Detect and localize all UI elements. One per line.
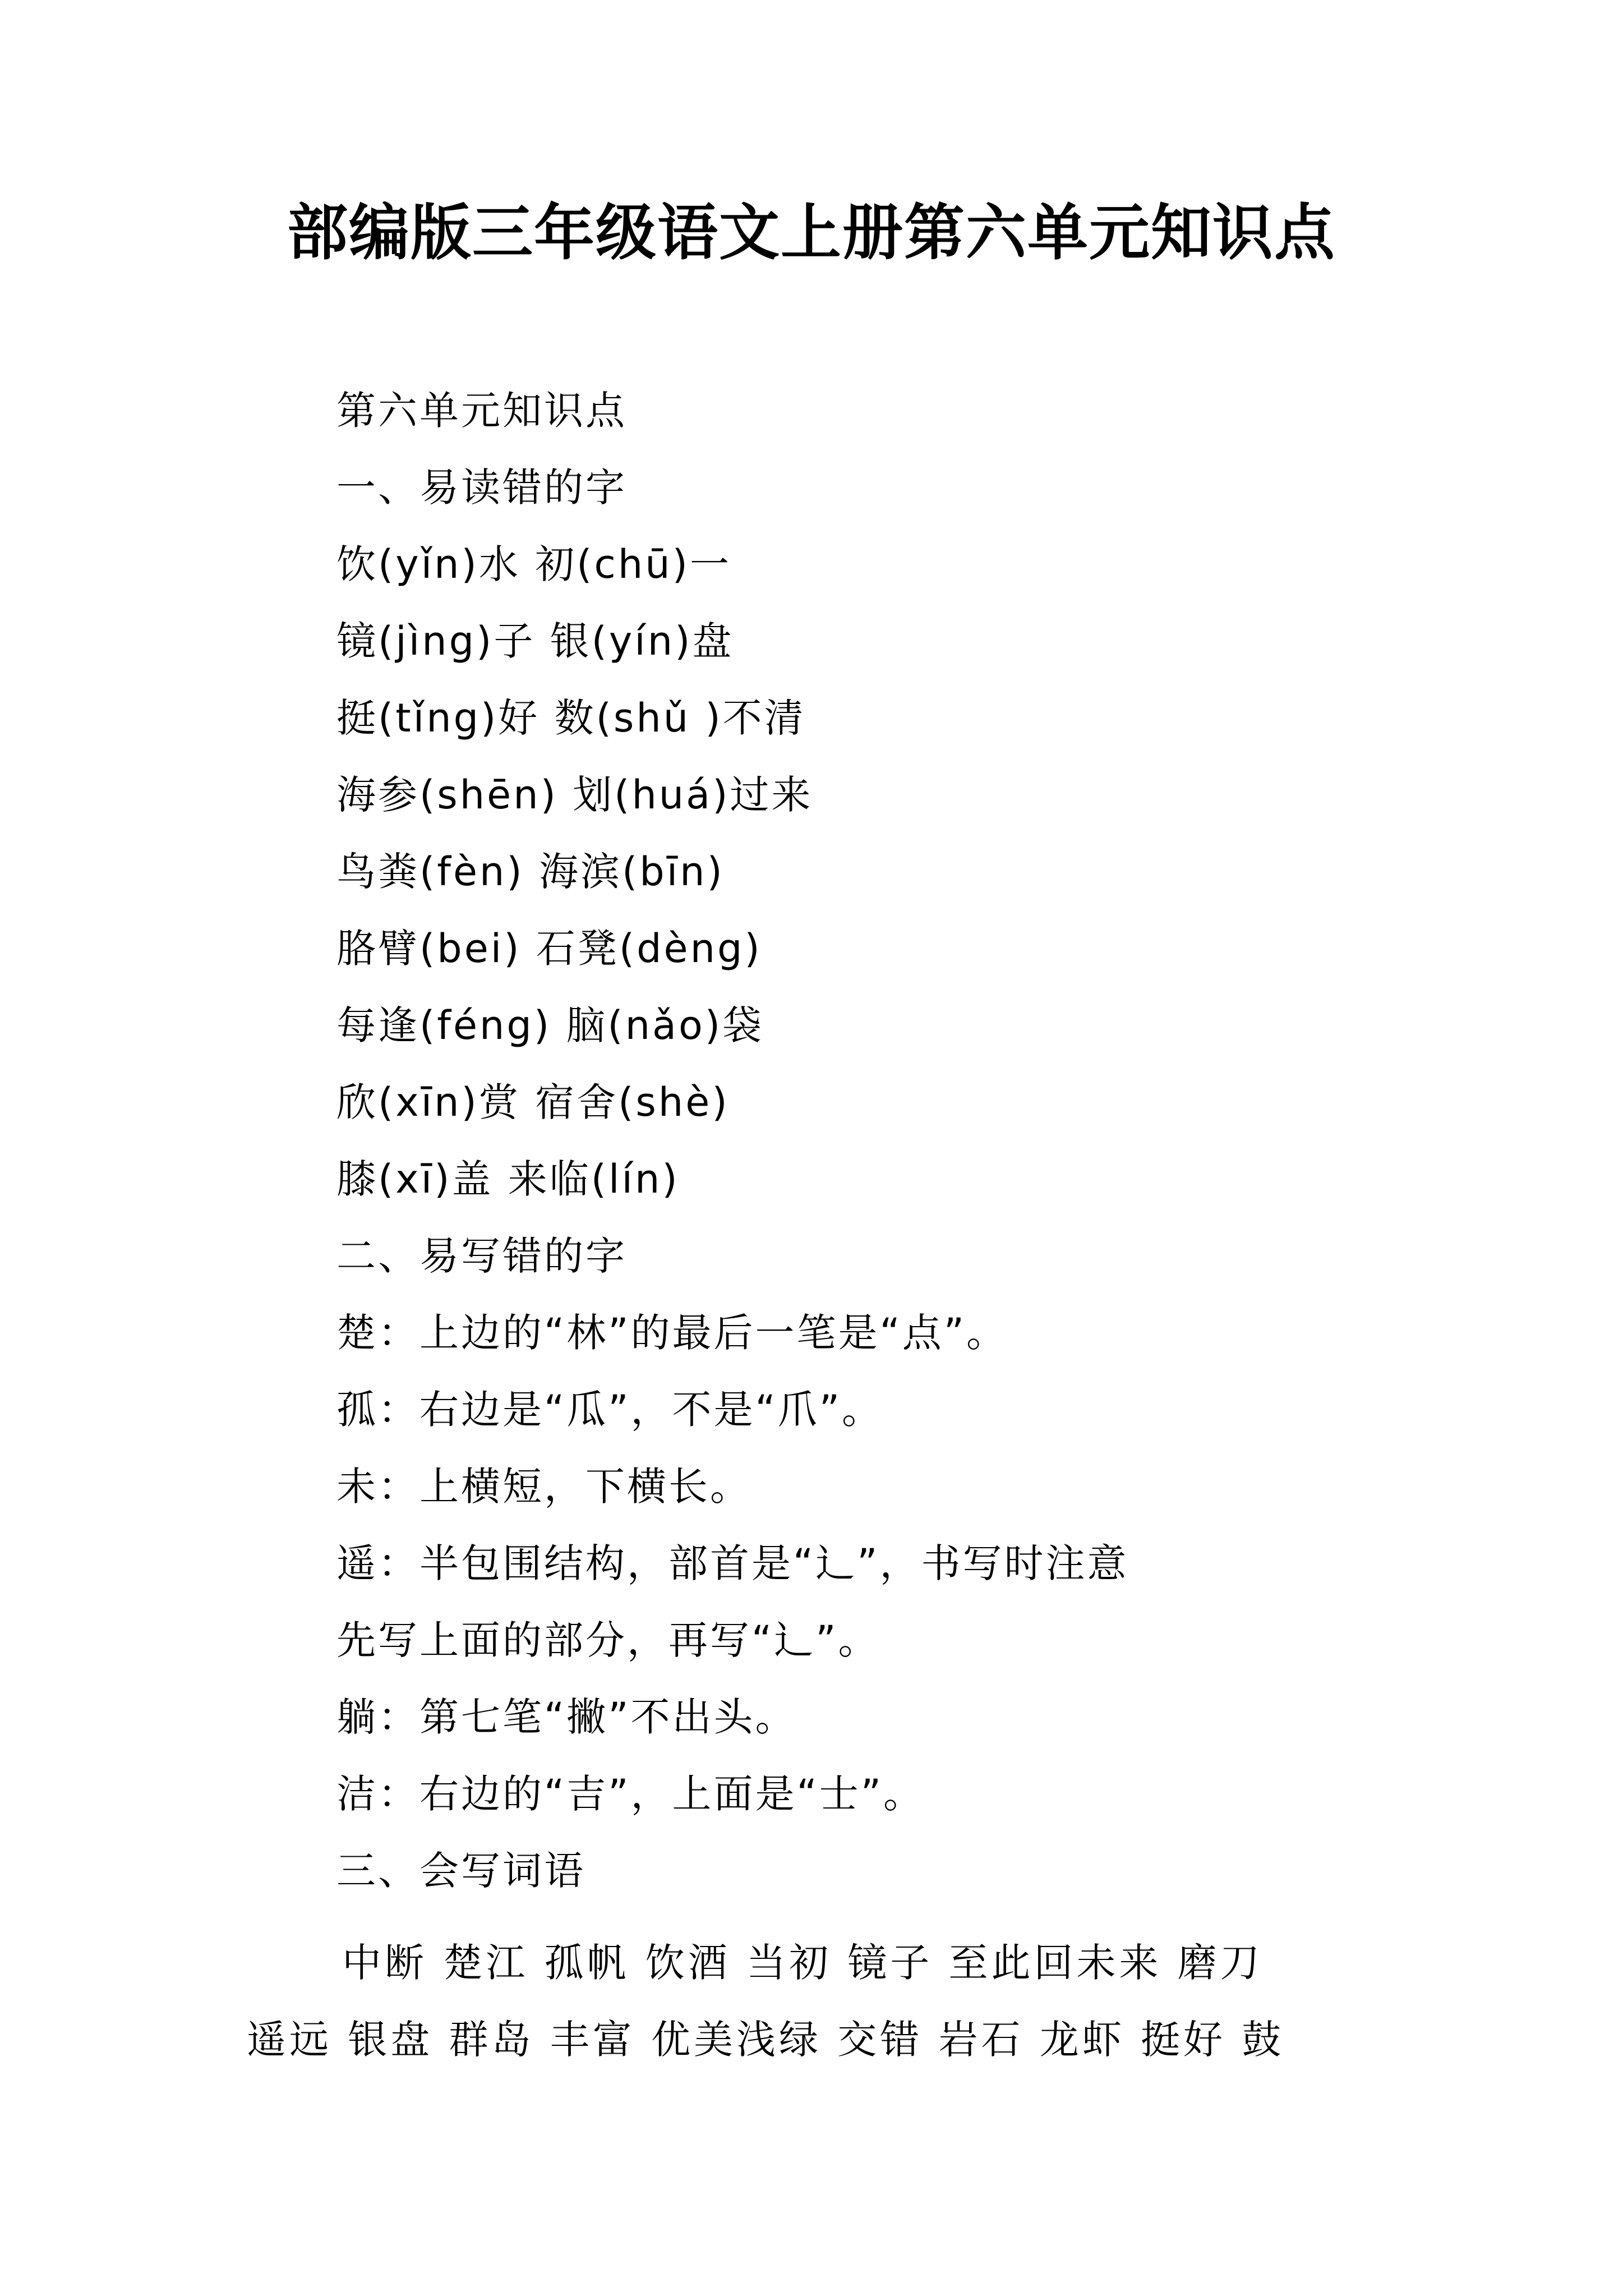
pinyin-line: 欣(xīn)赏 宿舍(shè) <box>336 1079 730 1125</box>
pinyin-line: 镜(jìng)子 银(yín)盘 <box>336 618 734 664</box>
section-heading: 二、易写错的字 <box>336 1233 627 1279</box>
pinyin-line: 每逢(féng) 脑(nǎo)袋 <box>336 1002 764 1048</box>
document-body <box>336 372 1458 1910</box>
pinyin-line: 胳臂(bei) 石凳(dèng) <box>336 926 762 972</box>
section-heading: 第六单元知识点 <box>336 388 627 434</box>
pinyin-line: 饮(yǐn)水 初(chū)一 <box>336 541 731 587</box>
vocabulary-line: 中断 楚江 孤帆 饮酒 当初 镜子 至此回未来 磨刀 <box>342 1940 1263 1986</box>
writing-note: 未：上横短，下横长。 <box>336 1464 751 1510</box>
pinyin-line: 海参(shēn) 划(huá)过来 <box>336 772 813 818</box>
writing-note: 遥：半包围结构，部首是“辶”，书写时注意 <box>336 1540 1129 1586</box>
pinyin-line: 鸟粪(fèn) 海滨(bīn) <box>336 849 725 895</box>
writing-note: 洁：右边的“吉”，上面是“士”。 <box>336 1771 925 1817</box>
writing-note: 楚：上边的“林”的最后一笔是“点”。 <box>336 1310 1008 1356</box>
pinyin-line: 挺(tǐng)好 数(shǔ )不清 <box>336 695 806 741</box>
section-heading: 三、会写词语 <box>336 1848 585 1894</box>
vocabulary-line: 遥远 银盘 群岛 丰富 优美浅绿 交错 岩石 龙虾 挺好 鼓 <box>247 2017 1285 2063</box>
section-heading: 一、易读错的字 <box>336 464 627 510</box>
pinyin-line: 膝(xī)盖 来临(lín) <box>336 1156 680 1202</box>
writing-note: 孤：右边是“瓜”，不是“爪”。 <box>336 1387 884 1433</box>
writing-note: 先写上面的部分，再写“辶”。 <box>336 1617 880 1663</box>
writing-note: 躺：第七笔“撇”不出头。 <box>336 1694 797 1740</box>
document-title: 部编版三年级语文上册第六单元知识点 <box>287 197 1336 268</box>
